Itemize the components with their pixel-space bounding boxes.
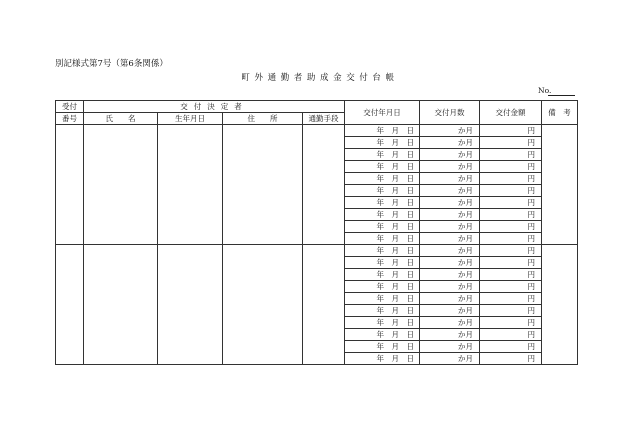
- grant-months-cell: か月: [420, 281, 480, 293]
- grant-months-cell: か月: [420, 209, 480, 221]
- grant-date-cell: 年 月 日: [345, 257, 420, 269]
- grant-date-cell: 年 月 日: [345, 353, 420, 365]
- grant-amount-cell: 円: [480, 197, 542, 209]
- name-header: 氏 名: [84, 113, 158, 125]
- grant-months-cell: か月: [420, 137, 480, 149]
- name-cell: [84, 125, 158, 245]
- grant-months-cell: か月: [420, 125, 480, 137]
- ledger-row: [56, 245, 578, 257]
- grant-months-cell: か月: [420, 257, 480, 269]
- grant-amount-cell: 円: [480, 173, 542, 185]
- birthdate-header: 生年月日: [158, 113, 223, 125]
- grant-date-cell: 年 月 日: [345, 173, 420, 185]
- grant-date-cell: 年 月 日: [345, 221, 420, 233]
- grant-amount-cell: 円: [480, 329, 542, 341]
- remarks-cell: [542, 125, 578, 245]
- number-line: [548, 95, 575, 96]
- grant-date-cell: 年 月 日: [345, 245, 420, 257]
- remarks-header: 備 考: [542, 101, 578, 125]
- grant-months-cell: か月: [420, 149, 480, 161]
- grant-date-cell: 年 月 日: [345, 161, 420, 173]
- grant-date-cell: 年 月 日: [345, 281, 420, 293]
- name-cell: [84, 245, 158, 365]
- commute-cell: [303, 245, 345, 365]
- grant-months-cell: か月: [420, 173, 480, 185]
- grant-months-cell: か月: [420, 329, 480, 341]
- header-row-1: [56, 101, 578, 113]
- grant-amount-cell: 円: [480, 125, 542, 137]
- grant-date-cell: 年 月 日: [345, 317, 420, 329]
- ledger-row: [56, 125, 578, 137]
- commute-cell: [303, 125, 345, 245]
- grant-amount-cell: 円: [480, 269, 542, 281]
- form-reference: 別記様式第7号（第6条関係）: [55, 59, 168, 69]
- grant-date-cell: 年 月 日: [345, 233, 420, 245]
- grant-amount-cell: 円: [480, 233, 542, 245]
- number-label: No.: [538, 86, 552, 95]
- recipient-group-header: 交付決定者: [84, 101, 345, 113]
- grant-amount-cell: 円: [480, 305, 542, 317]
- grant-months-cell: か月: [420, 269, 480, 281]
- grant-months-cell: か月: [420, 221, 480, 233]
- grant-amount-cell: 円: [480, 353, 542, 365]
- page-title: 町外通勤者助成金交付台帳: [241, 73, 399, 83]
- grant-months-cell: か月: [420, 245, 480, 257]
- grant-date-cell: 年 月 日: [345, 137, 420, 149]
- grant-months-header: 交付月数: [420, 101, 480, 125]
- receipt-header-2: 番号: [56, 113, 84, 125]
- grant-amount-cell: 円: [480, 137, 542, 149]
- grant-amount-cell: 円: [480, 293, 542, 305]
- grant-months-cell: か月: [420, 185, 480, 197]
- receipt-number-cell: [56, 125, 84, 245]
- grant-months-cell: か月: [420, 293, 480, 305]
- ledger-table: [55, 100, 578, 365]
- address-header: 住 所: [223, 113, 303, 125]
- grant-amount-header: 交付金額: [480, 101, 542, 125]
- grant-months-cell: か月: [420, 233, 480, 245]
- address-cell: [223, 245, 303, 365]
- commute-header: 通勤手段: [303, 113, 345, 125]
- grant-amount-cell: 円: [480, 161, 542, 173]
- grant-months-cell: か月: [420, 353, 480, 365]
- grant-date-cell: 年 月 日: [345, 149, 420, 161]
- grant-amount-cell: 円: [480, 149, 542, 161]
- grant-months-cell: か月: [420, 197, 480, 209]
- grant-date-cell: 年 月 日: [345, 269, 420, 281]
- receipt-header-1: 受付: [56, 101, 84, 113]
- grant-amount-cell: 円: [480, 185, 542, 197]
- grant-amount-cell: 円: [480, 221, 542, 233]
- grant-amount-cell: 円: [480, 341, 542, 353]
- grant-months-cell: か月: [420, 305, 480, 317]
- grant-amount-cell: 円: [480, 245, 542, 257]
- grant-date-cell: 年 月 日: [345, 185, 420, 197]
- grant-date-cell: 年 月 日: [345, 125, 420, 137]
- birthdate-cell: [158, 245, 223, 365]
- grant-amount-cell: 円: [480, 317, 542, 329]
- grant-date-header: 交付年月日: [345, 101, 420, 125]
- grant-amount-cell: 円: [480, 209, 542, 221]
- remarks-cell: [542, 245, 578, 365]
- grant-date-cell: 年 月 日: [345, 341, 420, 353]
- grant-date-cell: 年 月 日: [345, 197, 420, 209]
- receipt-number-cell: [56, 245, 84, 365]
- grant-months-cell: か月: [420, 341, 480, 353]
- grant-months-cell: か月: [420, 317, 480, 329]
- grant-amount-cell: 円: [480, 257, 542, 269]
- grant-date-cell: 年 月 日: [345, 329, 420, 341]
- grant-months-cell: か月: [420, 161, 480, 173]
- grant-date-cell: 年 月 日: [345, 209, 420, 221]
- grant-date-cell: 年 月 日: [345, 305, 420, 317]
- address-cell: [223, 125, 303, 245]
- grant-date-cell: 年 月 日: [345, 293, 420, 305]
- birthdate-cell: [158, 125, 223, 245]
- grant-amount-cell: 円: [480, 281, 542, 293]
